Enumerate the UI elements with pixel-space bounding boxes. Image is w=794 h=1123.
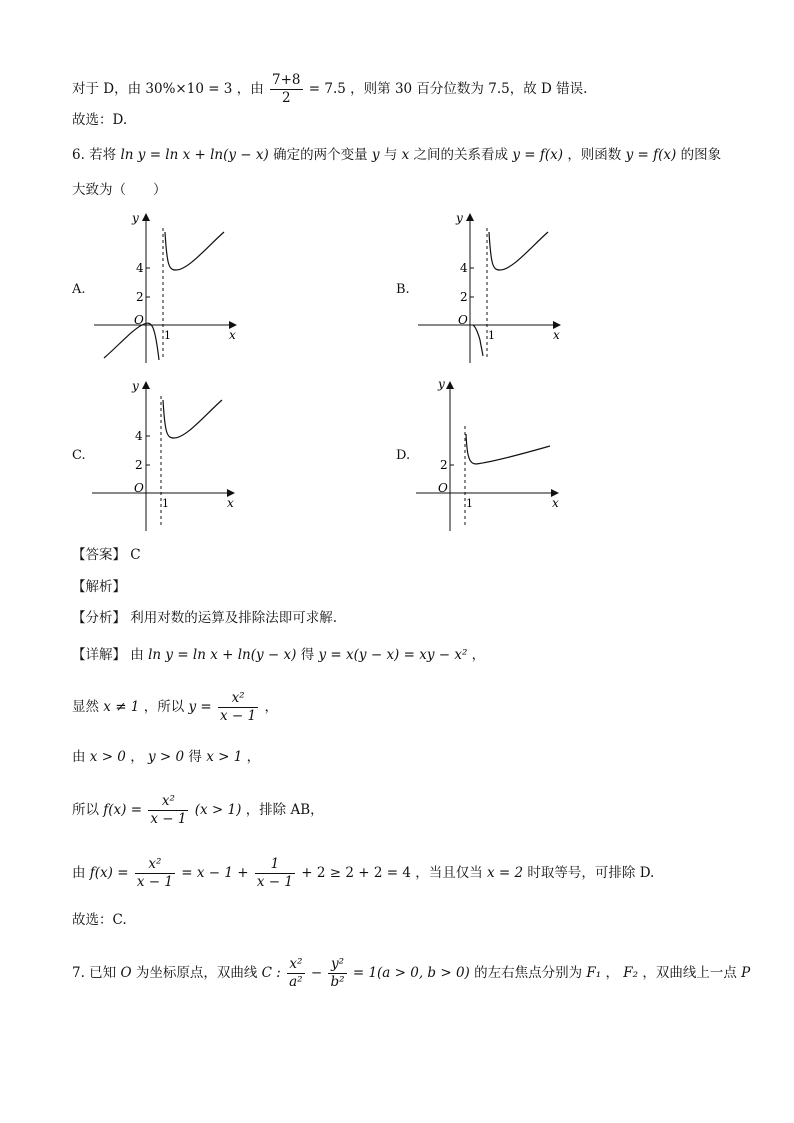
curve-left-branch (104, 323, 159, 360)
numerator: x² (161, 793, 175, 809)
fraction (328, 956, 346, 991)
text: 由 (72, 749, 86, 765)
label-1: 1 (162, 497, 169, 510)
text: ， (130, 749, 144, 765)
option-a-label: A. (72, 282, 86, 297)
step-3 (72, 793, 324, 828)
fraction (270, 72, 303, 107)
math-eq: (x > 1) (194, 802, 242, 818)
numerator: y² (330, 956, 345, 972)
label-origin: O (134, 481, 144, 495)
denominator: x − 1 (136, 874, 173, 890)
label-1: 1 (488, 329, 495, 342)
label-1: 1 (466, 497, 473, 510)
numerator: 7+8 (272, 72, 301, 88)
text: 时取等号，可排除 D. (527, 865, 655, 881)
option-d-label: D. (396, 448, 411, 463)
label-1: 1 (164, 329, 171, 342)
text: 确定的两个变量 (273, 147, 368, 163)
denominator: b² (330, 974, 345, 990)
text: 由 (130, 647, 144, 663)
analysis-line (72, 577, 126, 597)
denominator: x − 1 (220, 708, 257, 724)
text: ， (264, 699, 278, 715)
math-eq: = 7.5 (308, 81, 346, 97)
math-eq: x ≠ 1 (103, 699, 140, 715)
text: 对于 D，由 (72, 81, 142, 97)
math-var: O (120, 965, 132, 981)
math-var: x (401, 147, 410, 163)
text: 大致为（ ） (72, 182, 167, 198)
detail-line (72, 645, 485, 665)
text: ，双曲线上一点 (642, 965, 737, 981)
graph-c (88, 376, 248, 536)
math-eq: x > 0 (89, 749, 126, 765)
fraction (148, 793, 188, 828)
step-5 (72, 910, 127, 930)
label-2: 2 (136, 290, 144, 304)
math-var: C : (261, 965, 281, 981)
question-7-stem (72, 956, 750, 991)
text: 故选：C. (72, 912, 127, 928)
math-eq: f(x) = (103, 802, 143, 818)
text: ，则函数 (567, 147, 622, 163)
fraction (218, 690, 258, 725)
text: 6. 若将 (72, 147, 117, 163)
text: 之间的关系看成 (413, 147, 509, 163)
label-x: x (552, 496, 559, 510)
label-2: 2 (460, 290, 468, 304)
detail-tag: 【详解】 (72, 647, 126, 663)
math-calc: 30%×10 = 3 (145, 81, 233, 97)
label-y: y (132, 211, 139, 225)
math-eq: = x − 1 + (181, 865, 249, 881)
fraction (135, 856, 175, 891)
math-eq: ln y = ln x + ln(y − x) (120, 147, 269, 163)
math-var: y (371, 147, 380, 163)
text: 为坐标原点，双曲线 (135, 965, 258, 981)
text: ，所以 (143, 699, 185, 715)
label-2: 2 (440, 458, 448, 472)
label-origin: O (438, 481, 448, 495)
math-eq: y = (188, 699, 212, 715)
math-eq: ln y = ln x + ln(y − x) (148, 647, 297, 663)
math-eq: x = 2 (487, 865, 524, 881)
math-eq: x > 1 (206, 749, 243, 765)
curve-right-branch (466, 434, 550, 464)
text: 由 (72, 865, 86, 881)
text: ，则第 30 百分位数为 7.5，故 D 错误. (350, 81, 588, 97)
label-y: y (456, 211, 463, 225)
graph-d (412, 376, 572, 536)
text: ， (246, 749, 261, 765)
label-origin: O (458, 313, 468, 327)
math-var: F₂ (623, 965, 639, 981)
numerator: 1 (270, 856, 280, 872)
label-4: 4 (460, 261, 468, 275)
step-4 (72, 856, 654, 891)
curve-right-branch (489, 232, 548, 270)
option-b-label: B. (396, 282, 410, 297)
curve-left-branch (473, 325, 483, 356)
graph-b (414, 208, 574, 368)
label-x: x (227, 496, 234, 510)
text: 的图象 (680, 147, 722, 163)
math-eq: = 1(a > 0, b > 0) (352, 965, 470, 981)
math-eq: y = x(y − x) = xy − x² (318, 647, 468, 663)
math-op: − (310, 965, 323, 981)
label-x: x (229, 328, 236, 342)
text: ， (471, 647, 486, 663)
text: 与 (383, 147, 398, 163)
curve-right-branch (163, 400, 222, 438)
answer-value: C (130, 547, 141, 563)
fenxi-tag: 【分析】 (72, 610, 126, 626)
text: 得 (300, 647, 315, 663)
numerator: x² (289, 956, 303, 972)
step-2 (72, 747, 260, 767)
math-eq: y = f(x) (512, 147, 564, 163)
text: 得 (188, 749, 202, 765)
math-eq: y = f(x) (625, 147, 677, 163)
step-1 (72, 690, 278, 725)
label-2: 2 (135, 458, 143, 472)
fenxi-line (72, 608, 337, 628)
numerator: x² (231, 690, 245, 706)
denominator: 2 (270, 89, 303, 107)
text: ，当且仅当 (415, 865, 483, 881)
answer-tag: 【答案】 (72, 547, 126, 563)
text: 所以 (72, 802, 99, 818)
question-6-stem-line2 (72, 180, 167, 200)
curve-right-branch (165, 232, 224, 270)
text-line-d-analysis (72, 72, 587, 107)
label-y: y (132, 379, 139, 393)
label-y: y (438, 377, 445, 391)
option-c-label: C. (72, 448, 86, 463)
text: ，由 (236, 81, 264, 97)
text-choose-d (72, 110, 127, 130)
text: ，排除 AB， (245, 802, 324, 818)
answer-line (72, 545, 141, 565)
math-eq: y > 0 (148, 749, 185, 765)
denominator: a² (289, 974, 303, 990)
denominator: x − 1 (256, 874, 293, 890)
math-eq: + 2 ≥ 2 + 2 = 4 (301, 865, 411, 881)
analysis-tag: 【解析】 (72, 579, 126, 595)
denominator: x − 1 (150, 811, 187, 827)
label-origin: O (134, 313, 144, 327)
math-var: P (741, 965, 751, 981)
text: 故选：D. (72, 112, 128, 128)
label-4: 4 (136, 261, 144, 275)
text: 显然 (72, 699, 99, 715)
text: 利用对数的运算及排除法即可求解. (130, 610, 338, 626)
numerator: x² (148, 856, 162, 872)
label-4: 4 (135, 429, 143, 443)
text: 的左右焦点分别为 (474, 965, 583, 981)
question-6-stem (72, 145, 721, 165)
fraction (287, 956, 304, 991)
math-eq: f(x) = (89, 865, 129, 881)
label-x: x (553, 328, 560, 342)
text: 7. 已知 (72, 965, 117, 981)
text: ， (605, 965, 619, 981)
math-var: F₁ (586, 965, 602, 981)
fraction (255, 856, 295, 891)
graph-a (90, 208, 250, 368)
